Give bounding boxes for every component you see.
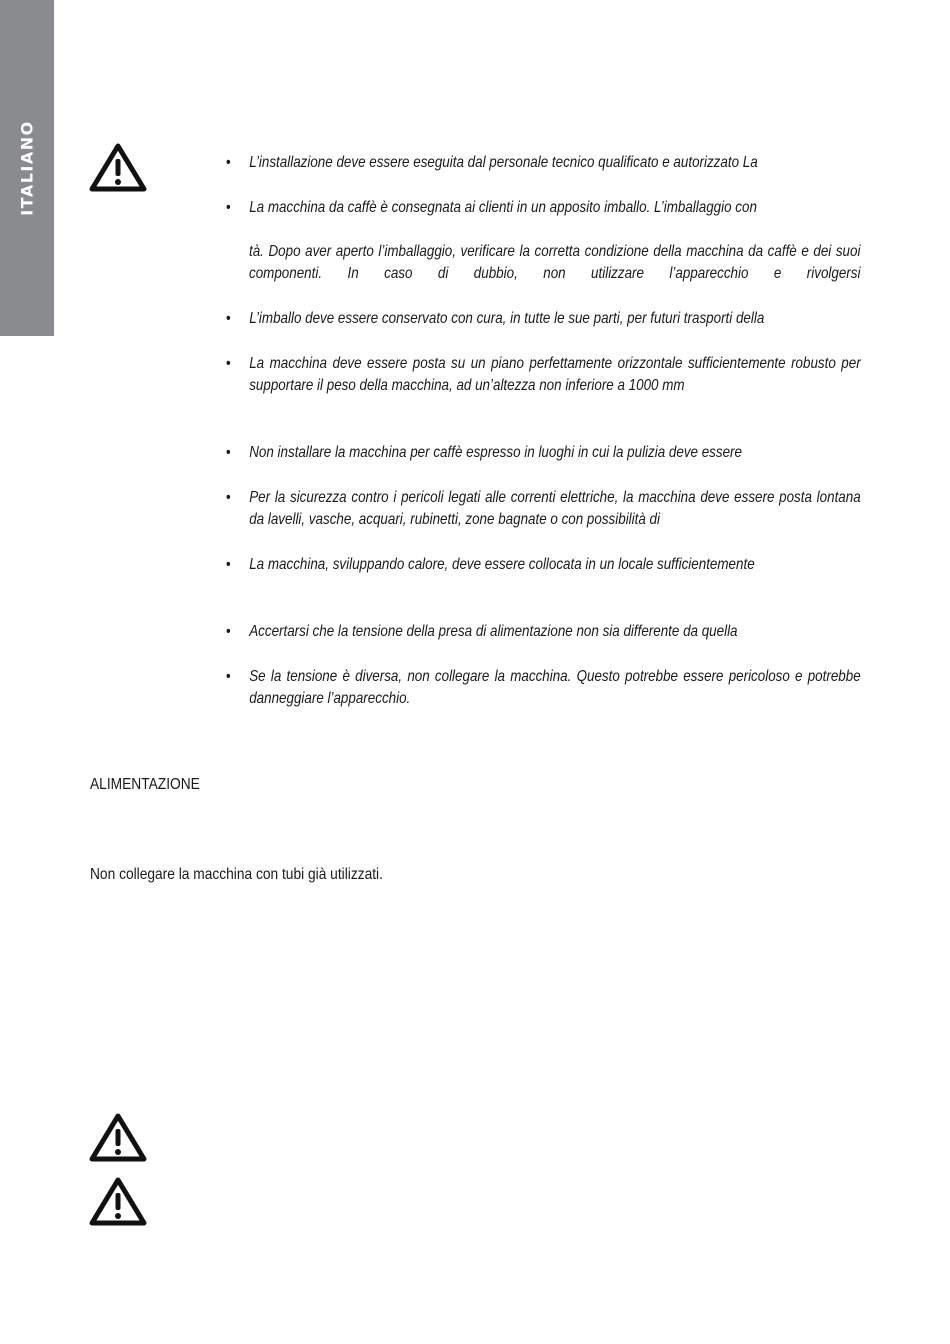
language-side-tab <box>0 0 54 336</box>
bullet-symbol: • <box>226 154 231 171</box>
bullet-symbol: • <box>226 355 231 372</box>
continuation-text: tà. Dopo aver aperto l’imballaggio, verificare la corretta condizione della macchina da caffè e dei suoi componenti. In caso di dubbio, non utilizzare l’apparecchio e rivolgersi <box>249 243 861 282</box>
list-item-text: Non installare la macchina per caffè espresso in luoghi in cui la pulizia deve essere <box>249 444 742 461</box>
bullet-symbol: • <box>226 310 231 327</box>
list-item-text: L’installazione deve essere eseguita dal personale tecnico qualificato e autorizzato La <box>249 154 758 171</box>
section-heading: ALIMENTAZIONE <box>90 776 200 793</box>
bullet-symbol: • <box>226 199 231 216</box>
list-item-text: La macchina da caffè è consegnata ai clienti in un apposito imballo. L’imballaggio con <box>249 199 757 216</box>
warning-triangle-icon <box>89 1112 147 1162</box>
list-item-text: L’imballo deve essere conservato con cura, in tutte le sue parti, per futuri trasporti della <box>249 310 765 327</box>
list-item <box>226 621 771 643</box>
language-label: ITALIANO <box>17 120 37 216</box>
list-item <box>226 152 771 174</box>
bullet-symbol: • <box>226 623 231 640</box>
section-paragraph: Non collegare la macchina con tubi già utilizzati. <box>90 866 383 883</box>
list-item <box>226 487 861 531</box>
bullet-symbol: • <box>226 556 231 573</box>
list-item-text: La macchina deve essere posta su un piano perfettamente orizzontale sufficientemente robusto per supportare il peso della macchina, ad un’altezza non inferiore a 1000 mm <box>249 355 861 394</box>
list-item <box>226 197 771 219</box>
list-item <box>226 353 861 397</box>
bullet-symbol: • <box>226 489 231 506</box>
list-item <box>226 554 771 576</box>
list-item-continuation <box>249 241 860 285</box>
list-item-text: Se la tensione è diversa, non collegare la macchina. Questo potrebbe essere pericoloso e potrebbe danneggiare l’apparecchio. <box>249 668 861 707</box>
list-item-text: La macchina, sviluppando calore, deve essere collocata in un locale sufficientemente <box>249 556 755 573</box>
list-item <box>226 442 771 464</box>
list-item-text: Per la sicurezza contro i pericoli legati alle correnti elettriche, la macchina deve essere posta lontana da lavelli, vasche, acquari, rubinetti, zone bagnate o con possibilità di <box>249 489 861 528</box>
list-item-text: Accertarsi che la tensione della presa di alimentazione non sia differente da quella <box>249 623 738 640</box>
warning-triangle-icon <box>89 1176 147 1226</box>
warning-triangle-icon <box>89 142 147 192</box>
bullet-symbol: • <box>226 444 231 461</box>
list-item <box>226 666 861 710</box>
bullet-symbol: • <box>226 668 231 685</box>
list-item <box>226 308 771 330</box>
